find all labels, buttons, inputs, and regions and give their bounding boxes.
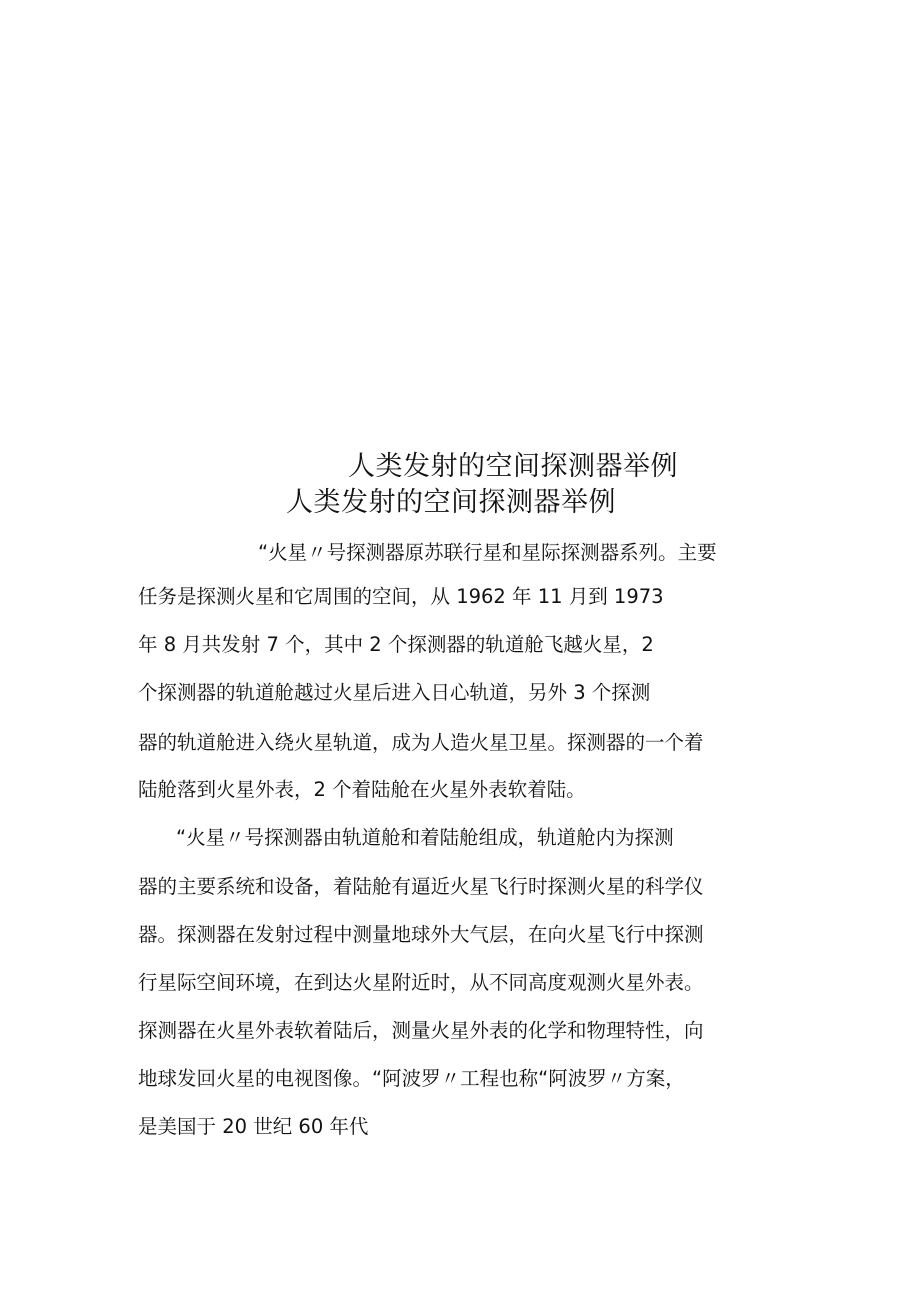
paragraph-2-line: 器。探测器在发射过程中测量地球外大气层，在向火星飞行中探测: [138, 923, 704, 946]
paragraph-1-line: 器的轨道舱进入绕火星轨道，成为人造火星卫星。探测器的一个着: [138, 731, 704, 754]
document-title-secondary: 人类发射的空间探测器举例: [286, 487, 616, 518]
paragraph-2-line: 探测器在火星外表软着陆后，测量火星外表的化学和物理特性，向: [138, 1019, 704, 1042]
paragraph-1-line: 年 8 月共发射 7 个，其中 2 个探测器的轨道舱飞越火星，2: [138, 633, 654, 656]
paragraph-1-line: “火星〃号探测器原苏联行星和星际探测器系列。主要: [258, 541, 717, 564]
paragraph-2-line: “火星〃号探测器由轨道舱和着陆舱组成，轨道舱内为探测: [176, 826, 674, 849]
paragraph-2-line: 器的主要系统和设备，着陆舱有逼近火星飞行时探测火星的科学仪: [138, 875, 704, 898]
paragraph-2-line: 是美国于 20 世纪 60 年代: [138, 1115, 369, 1138]
paragraph-1-line: 个探测器的轨道舱越过火星后进入日心轨道，另外 3 个探测: [138, 681, 651, 704]
paragraph-1-line: 任务是探测火星和它周围的空间，从 1962 年 11 月到 1973: [138, 585, 664, 608]
paragraph-1-line: 陆舱落到火星外表，2 个着陆舱在火星外表软着陆。: [138, 778, 586, 801]
paragraph-2-line: 行星际空间环境，在到达火星附近时，从不同高度观测火星外表。: [138, 971, 704, 994]
paragraph-2-line: 地球发回火星的电视图像。“阿波罗〃工程也称“阿波罗〃方案，: [138, 1067, 685, 1090]
document-title-primary: 人类发射的空间探测器举例: [348, 451, 678, 482]
